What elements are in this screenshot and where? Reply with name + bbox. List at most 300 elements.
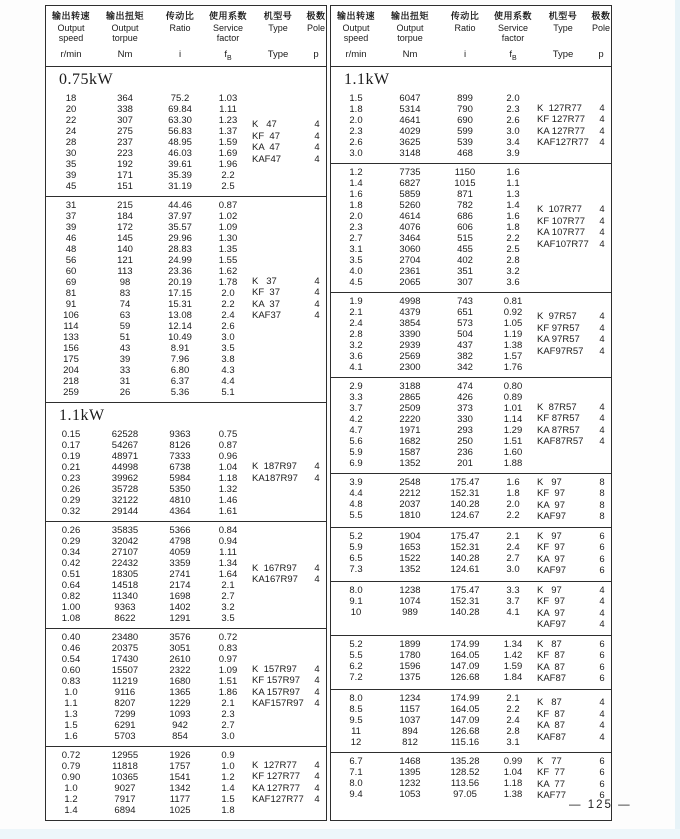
cell-service-factor: 0.72 <box>218 631 238 643</box>
cell-ratio: 44.46 <box>168 199 192 211</box>
cell-output-torque: 113 <box>117 265 133 277</box>
pole-value: 4 <box>314 472 320 484</box>
table-row <box>331 726 535 737</box>
cell-output-speed: 46 <box>65 232 77 244</box>
data-rows <box>46 632 250 742</box>
type-row <box>535 767 609 779</box>
cell-output-torque: 9116 <box>114 686 136 698</box>
cell-output-speed: 0.60 <box>61 664 81 676</box>
cell-output-torque: 31 <box>119 375 131 387</box>
type-list <box>535 531 609 577</box>
table-row <box>46 665 250 676</box>
column-unit: r/min <box>60 49 82 60</box>
data-block <box>331 377 611 473</box>
cell-output-torque: 8622 <box>114 612 136 624</box>
type-row <box>535 709 609 721</box>
cell-output-torque: 3188 <box>399 380 421 392</box>
type-row <box>250 574 324 586</box>
cell-output-torque: 51 <box>119 331 131 343</box>
pole-value: 6 <box>599 673 605 685</box>
pole-value: 4 <box>599 102 605 114</box>
cell-ratio: 515 <box>457 232 473 244</box>
pole-value: 4 <box>314 771 320 783</box>
type-label: KF 37 <box>252 287 280 299</box>
cell-ratio: 128.52 <box>450 766 480 778</box>
data-block <box>331 473 611 527</box>
cell-output-speed: 1.0 <box>64 782 78 794</box>
pole-value: 8 <box>599 499 605 511</box>
column-unit: $f_B$ <box>509 49 517 62</box>
cell-ratio: 140.28 <box>450 498 480 510</box>
table-row <box>46 222 250 233</box>
table-row <box>46 654 250 665</box>
table-row <box>46 794 250 805</box>
cell-output-torque: 5703 <box>114 730 136 742</box>
cell-service-factor: 2.3 <box>506 103 520 115</box>
type-label: KAF157R97 <box>252 698 304 710</box>
type-row <box>250 473 324 485</box>
type-label: KAF37 <box>252 310 282 322</box>
type-row <box>535 216 609 228</box>
cell-output-speed: 8.0 <box>349 692 363 704</box>
type-row <box>535 697 609 709</box>
cell-ratio: 17.15 <box>168 287 192 299</box>
type-label: K 97R57 <box>537 311 577 323</box>
cell-output-speed: 9.1 <box>349 595 363 607</box>
type-label: KF 97 <box>537 596 565 608</box>
table-row <box>331 362 535 373</box>
header-labels-row <box>331 11 611 43</box>
cell-output-torque: 54267 <box>111 439 139 451</box>
column-header-zh: 输出扭矩 <box>105 11 144 21</box>
type-row <box>250 664 324 676</box>
cell-ratio: 24.99 <box>168 254 192 266</box>
cell-service-factor: 4.4 <box>221 375 235 387</box>
cell-output-speed: 6.2 <box>349 660 363 672</box>
cell-ratio: 1229 <box>169 697 191 709</box>
table-row <box>331 244 535 255</box>
table-row <box>46 525 250 536</box>
pole-value: 4 <box>599 137 605 149</box>
cell-service-factor: 1.42 <box>503 649 523 661</box>
cell-output-torque: 62528 <box>111 428 139 440</box>
cell-output-speed: 1.3 <box>64 708 78 720</box>
pole-value: 4 <box>314 759 320 771</box>
cell-output-speed: 31 <box>65 199 77 211</box>
cell-ratio: 4810 <box>169 494 191 506</box>
pole-value: 4 <box>314 562 320 574</box>
pole-value: 6 <box>599 565 605 577</box>
cell-ratio: 10.49 <box>168 331 192 343</box>
cell-service-factor: 1.4 <box>221 782 235 794</box>
type-label: KAF97 <box>537 619 567 631</box>
pole-value: 4 <box>314 142 320 154</box>
cell-output-torque: 3390 <box>399 328 421 340</box>
cell-ratio: 1365 <box>169 686 191 698</box>
column-header <box>250 11 306 43</box>
table-row <box>46 343 250 354</box>
cell-output-torque: 8207 <box>114 697 136 709</box>
table-row <box>46 387 250 398</box>
cell-output-torque: 2037 <box>399 498 421 510</box>
cell-service-factor: 1.29 <box>503 424 523 436</box>
table-row <box>46 687 250 698</box>
cell-output-torque: 2300 <box>399 361 421 373</box>
cell-ratio: 175.47 <box>450 584 480 596</box>
cell-service-factor: 1.02 <box>218 210 238 222</box>
cell-ratio: 307 <box>457 276 473 288</box>
cell-ratio: 2741 <box>169 568 191 580</box>
cell-output-torque: 3854 <box>399 317 421 329</box>
data-rows <box>331 381 535 469</box>
cell-output-torque: 22432 <box>111 557 139 569</box>
table-row <box>46 558 250 569</box>
table-row <box>331 126 535 137</box>
type-row <box>535 477 609 489</box>
cell-service-factor: 2.5 <box>221 180 235 192</box>
cell-ratio: 29.96 <box>168 232 192 244</box>
cell-ratio: 426 <box>457 391 473 403</box>
table-row <box>46 255 250 266</box>
table-row <box>46 805 250 816</box>
cell-service-factor: 1.57 <box>503 350 523 362</box>
column-header <box>491 11 535 43</box>
type-list <box>250 429 324 517</box>
pole-value: 6 <box>599 661 605 673</box>
cell-service-factor: 3.2 <box>506 265 520 277</box>
pole-value: 4 <box>314 794 320 806</box>
table-row <box>46 288 250 299</box>
cell-output-torque: 59 <box>119 320 131 332</box>
cell-service-factor: 2.1 <box>221 697 235 709</box>
pole-value: 4 <box>314 698 320 710</box>
cell-output-torque: 1352 <box>399 563 421 575</box>
cell-output-torque: 35728 <box>111 483 139 495</box>
cell-output-torque: 35835 <box>111 524 139 536</box>
table-row <box>331 715 535 726</box>
pole-value: 4 <box>314 675 320 687</box>
cell-output-torque: 48971 <box>111 450 139 462</box>
cell-output-torque: 338 <box>117 103 133 115</box>
table-row <box>331 211 535 222</box>
pole-value: 4 <box>314 119 320 131</box>
cell-output-torque: 2065 <box>399 276 421 288</box>
cell-output-torque: 2509 <box>399 402 421 414</box>
table-row <box>331 704 535 715</box>
type-row <box>250 783 324 795</box>
cell-service-factor: 3.3 <box>506 584 520 596</box>
table-row <box>331 542 535 553</box>
cell-output-speed: 4.0 <box>349 265 363 277</box>
cell-service-factor: 2.4 <box>506 714 520 726</box>
cell-ratio: 5.36 <box>170 386 190 398</box>
table-row <box>46 580 250 591</box>
type-row <box>535 239 609 251</box>
cell-ratio: 46.03 <box>168 147 192 159</box>
cell-service-factor: 0.92 <box>503 306 523 318</box>
type-list <box>535 93 609 159</box>
type-label: K 87 <box>537 697 562 709</box>
pole-value: 4 <box>599 708 605 720</box>
table-row <box>331 148 535 159</box>
column-header-en: Ratio <box>169 23 191 33</box>
table-header <box>331 6 611 67</box>
type-label: KA 47 <box>252 142 280 154</box>
cell-output-speed: 2.3 <box>349 125 363 137</box>
column-header <box>46 11 96 43</box>
cell-ratio: 8126 <box>169 439 191 451</box>
data-block <box>46 628 326 746</box>
table-row <box>46 93 250 104</box>
table-row <box>331 266 535 277</box>
cell-ratio: 1150 <box>454 166 476 178</box>
cell-service-factor: 2.4 <box>221 309 235 321</box>
pole-value: 6 <box>599 542 605 554</box>
table-row <box>331 596 535 607</box>
cell-ratio: 743 <box>457 295 473 307</box>
cell-output-speed: 0.32 <box>61 505 81 517</box>
cell-output-torque: 2548 <box>399 476 421 488</box>
table-row <box>331 789 535 800</box>
type-row <box>535 114 609 126</box>
cell-service-factor: 3.2 <box>221 601 235 613</box>
cell-output-torque: 15507 <box>111 664 139 676</box>
cell-output-speed: 156 <box>63 342 79 354</box>
cell-ratio: 1342 <box>169 782 191 794</box>
type-row <box>250 276 324 288</box>
type-row <box>535 673 609 685</box>
cell-output-speed: 8.5 <box>349 703 363 715</box>
cell-service-factor: 3.1 <box>506 736 520 748</box>
cell-service-factor: 0.75 <box>218 428 238 440</box>
column-header <box>381 11 439 43</box>
cell-output-torque: 1904 <box>399 530 421 542</box>
cell-output-torque: 1682 <box>399 435 421 447</box>
type-row <box>535 204 609 216</box>
table-row <box>46 495 250 506</box>
table-row <box>46 233 250 244</box>
type-row <box>535 554 609 566</box>
cell-output-torque: 215 <box>117 199 133 211</box>
cell-ratio: 7.96 <box>170 353 190 365</box>
cell-output-torque: 2865 <box>399 391 421 403</box>
type-label: KA 97 <box>537 607 565 619</box>
cell-service-factor: 4.3 <box>221 364 235 376</box>
type-label: KA 107R77 <box>537 227 586 239</box>
table-row <box>331 650 535 661</box>
cell-output-speed: 7.2 <box>349 671 363 683</box>
cell-output-speed: 4.7 <box>349 424 363 436</box>
cell-ratio: 6.80 <box>170 364 190 376</box>
cell-output-speed: 5.9 <box>349 446 363 458</box>
cell-ratio: 573 <box>457 317 473 329</box>
type-list <box>535 585 609 631</box>
cell-ratio: 1177 <box>169 793 191 805</box>
cell-ratio: 28.83 <box>168 243 192 255</box>
data-block <box>331 635 611 689</box>
cell-ratio: 97.05 <box>453 788 477 800</box>
cell-output-speed: 0.46 <box>61 642 81 654</box>
cell-ratio: 12.14 <box>168 320 192 332</box>
cell-service-factor: 1.03 <box>218 92 238 104</box>
type-label: KF 87 <box>537 650 565 662</box>
cell-ratio: 1093 <box>169 708 191 720</box>
cell-output-speed: 0.19 <box>61 450 81 462</box>
cell-service-factor: 2.5 <box>506 243 520 255</box>
cell-output-speed: 0.34 <box>61 546 81 558</box>
type-label: KA 127R77 <box>537 125 586 137</box>
cell-ratio: 5984 <box>169 472 191 484</box>
cell-ratio: 899 <box>457 92 473 104</box>
cell-service-factor: 1.30 <box>218 232 238 244</box>
cell-output-speed: 2.7 <box>349 232 363 244</box>
cell-output-speed: 1.4 <box>64 804 78 816</box>
cell-output-speed: 39 <box>65 169 77 181</box>
table-row <box>331 531 535 542</box>
table-row <box>46 591 250 602</box>
type-list <box>535 756 609 802</box>
cell-output-speed: 0.21 <box>61 461 81 473</box>
cell-output-torque: 4998 <box>399 295 421 307</box>
cell-output-speed: 11 <box>351 725 361 737</box>
cell-output-speed: 56 <box>65 254 77 266</box>
cell-output-torque: 151 <box>117 180 133 192</box>
table-row <box>46 170 250 181</box>
table-row <box>46 473 250 484</box>
type-label: K 87 <box>537 638 562 650</box>
table-row <box>331 381 535 392</box>
type-row <box>535 619 609 631</box>
cell-ratio: 4364 <box>169 505 191 517</box>
pole-value: 4 <box>599 607 605 619</box>
cell-output-speed: 81 <box>65 287 77 299</box>
cell-output-speed: 1.1 <box>64 697 78 709</box>
power-section-title: 0.75kW <box>59 70 114 88</box>
cell-service-factor: 0.81 <box>503 295 523 307</box>
table-row <box>46 266 250 277</box>
column-header <box>96 11 154 43</box>
table-row <box>331 553 535 564</box>
cell-output-speed: 3.3 <box>349 391 363 403</box>
cell-output-torque: 7735 <box>399 166 421 178</box>
cell-service-factor: 1.09 <box>218 221 238 233</box>
cell-service-factor: 1.1 <box>506 177 520 189</box>
cell-service-factor: 1.32 <box>218 483 238 495</box>
cell-output-speed: 18 <box>65 92 77 104</box>
column-header-en: Output torpue <box>111 23 139 43</box>
cell-service-factor: 1.38 <box>503 788 523 800</box>
type-label: KAF87R57 <box>537 436 584 448</box>
type-list <box>250 200 324 398</box>
cell-output-speed: 9.4 <box>349 788 363 800</box>
cell-ratio: 152.31 <box>450 487 480 499</box>
pole-value: 6 <box>599 530 605 542</box>
cell-ratio: 6738 <box>169 461 191 473</box>
type-row <box>535 608 609 620</box>
cell-output-speed: 0.82 <box>61 590 81 602</box>
cell-output-torque: 364 <box>117 92 133 104</box>
type-label: K 77 <box>537 755 562 767</box>
cell-ratio: 5350 <box>169 483 191 495</box>
type-row <box>250 563 324 575</box>
data-rows <box>46 525 250 624</box>
cell-output-speed: 1.4 <box>349 177 363 189</box>
type-row <box>535 596 609 608</box>
column-header-en: Pole <box>591 23 610 33</box>
cell-output-torque: 9363 <box>114 601 136 613</box>
table-row <box>46 731 250 742</box>
type-label: K 37 <box>252 275 277 287</box>
cell-output-speed: 3.1 <box>349 243 363 255</box>
cell-output-speed: 5.9 <box>349 541 363 553</box>
cell-ratio: 790 <box>457 103 473 115</box>
cell-output-torque: 121 <box>117 254 133 266</box>
type-label: K 107R77 <box>537 204 582 216</box>
type-label: KF 97 <box>537 542 565 554</box>
cell-output-speed: 0.15 <box>61 428 81 440</box>
cell-output-torque: 11340 <box>112 590 138 602</box>
data-rows <box>331 296 535 373</box>
cell-output-torque: 223 <box>117 147 133 159</box>
cell-ratio: 3359 <box>169 557 191 569</box>
cell-ratio: 124.67 <box>450 509 480 521</box>
cell-service-factor: 3.7 <box>506 595 520 607</box>
scan-edge <box>0 829 680 839</box>
cell-service-factor: 1.8 <box>506 487 520 499</box>
type-row <box>535 662 609 674</box>
type-label: KA 87 <box>537 661 565 673</box>
type-list <box>535 381 609 469</box>
cell-service-factor: 1.62 <box>218 265 238 277</box>
cell-service-factor: 3.5 <box>221 612 235 624</box>
table-row <box>331 778 535 789</box>
cell-service-factor: 1.6 <box>506 476 520 488</box>
cell-service-factor: 2.8 <box>506 254 520 266</box>
cell-service-factor: 1.96 <box>218 158 238 170</box>
cell-output-torque: 3060 <box>399 243 421 255</box>
cell-output-speed: 4.2 <box>349 413 363 425</box>
table-row <box>46 750 250 761</box>
table-row <box>331 403 535 414</box>
cell-output-speed: 24 <box>65 125 77 137</box>
cell-output-speed: 60 <box>65 265 77 277</box>
cell-output-torque: 63 <box>119 309 131 321</box>
pole-value: 4 <box>599 401 605 413</box>
type-row <box>535 531 609 543</box>
type-label: K 47 <box>252 119 277 131</box>
type-label: KAF127R77 <box>252 794 304 806</box>
cell-ratio: 63.30 <box>168 114 192 126</box>
cell-output-speed: 0.26 <box>61 483 81 495</box>
cell-service-factor: 1.61 <box>218 505 238 517</box>
pole-value: 4 <box>314 686 320 698</box>
type-row <box>535 511 609 523</box>
cell-service-factor: 2.0 <box>221 287 235 299</box>
table-row <box>331 222 535 233</box>
column-unit: Nm <box>117 49 133 60</box>
type-label: KF 157R97 <box>252 675 301 687</box>
table-row <box>331 93 535 104</box>
cell-service-factor: 0.94 <box>218 535 238 547</box>
column-header-en: Service factor <box>497 23 528 43</box>
cell-ratio: 330 <box>457 413 473 425</box>
cell-output-torque: 1074 <box>399 595 421 607</box>
type-label: KF 107R77 <box>537 215 586 227</box>
pole-value: 4 <box>599 125 605 137</box>
cell-output-speed: 0.90 <box>61 771 81 783</box>
cell-output-speed: 3.6 <box>349 350 363 362</box>
table-row <box>331 564 535 575</box>
